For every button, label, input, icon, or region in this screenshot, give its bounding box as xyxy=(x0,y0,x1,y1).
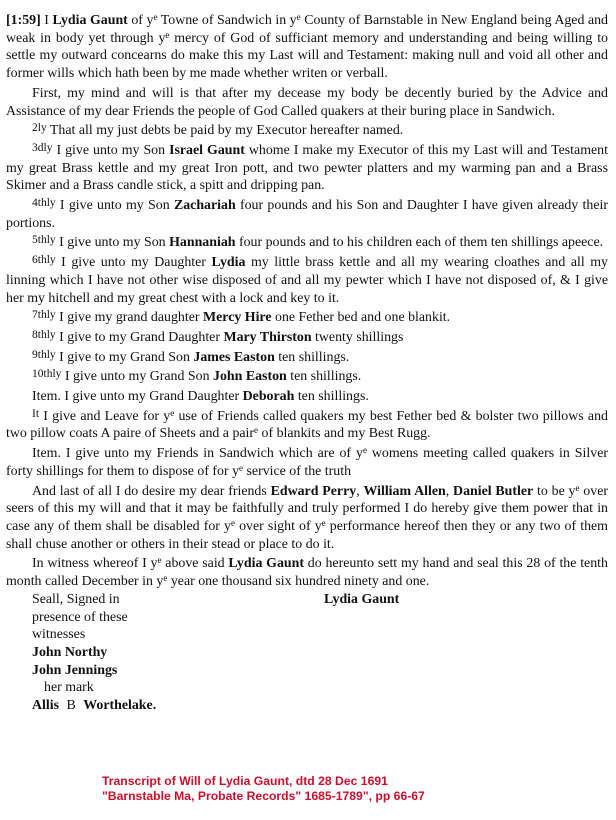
text-segment: 5thly xyxy=(32,234,56,247)
bold-name: Lydia Gaunt xyxy=(228,556,305,572)
text-segment: ten shillings. xyxy=(286,369,362,385)
mark-letter: B xyxy=(66,698,76,714)
text-segment: ten shillings. xyxy=(274,349,350,365)
text-segment: 3dly xyxy=(32,141,53,154)
text-segment: I give unto my Son xyxy=(55,235,170,251)
text-segment: my little brass kettle and all my wearing cloathes and all my linning which I have not other wise disposed of and all my pewter which I have not disposed of, & I give her my hitchell and my great chest with a lock and key to it. xyxy=(6,255,608,306)
bold-name: James Easton xyxy=(193,349,275,365)
will-paragraph-5 xyxy=(6,197,608,232)
text-segment: First, my mind and will is that after my decease my body be decently buried by the Advice and Assistance of my dear Friends the people of God Called quakers at their buring place in Sandwich. xyxy=(6,85,608,119)
text-segment: to be y xyxy=(533,483,576,499)
text-segment: I give to my Grand Daughter xyxy=(55,329,224,345)
text-segment: I give to my Grand Son xyxy=(55,349,194,365)
will-paragraph-13 xyxy=(6,408,608,443)
seal-line-1: Seall, Signed in xyxy=(32,591,120,607)
text-segment: Towne of Sandwich in y xyxy=(157,13,297,28)
witness-name: John Jennings xyxy=(32,662,118,678)
text-segment: above said xyxy=(161,556,229,572)
signature-block xyxy=(6,591,608,715)
mark-label: her mark xyxy=(44,680,94,696)
superscript: e xyxy=(170,407,175,418)
will-paragraph-1 xyxy=(6,12,608,83)
bold-name: Zachariah xyxy=(173,198,236,214)
text-segment: , xyxy=(356,483,364,499)
will-paragraph-8 xyxy=(6,309,608,327)
will-paragraph-7 xyxy=(6,254,608,307)
will-paragraph-16 xyxy=(6,555,608,590)
text-segment: performance hereof then they or any two of them shall chuse another or others in their stead or place to do it. xyxy=(6,518,608,552)
text-segment: over sight of y xyxy=(235,518,322,534)
superscript: e xyxy=(231,517,235,528)
will-paragraph-12 xyxy=(6,388,608,406)
bold-name: Lydia xyxy=(211,255,246,271)
superscript: e xyxy=(254,425,259,436)
mark-witness xyxy=(32,697,272,715)
transcript-caption xyxy=(102,774,512,804)
text-segment: 2ly xyxy=(32,122,47,135)
text-segment: 6thly xyxy=(32,254,56,267)
witness-name: John Northy xyxy=(32,644,108,660)
superscript: e xyxy=(239,462,244,473)
will-paragraph-14 xyxy=(6,445,608,480)
text-segment: mercy of God of sufficiant memory and understanding and being willing to settle my outward concearns do make this my Last will and Testament: making null and void all other and former wills which hath been by me made whether writen or verball. xyxy=(6,30,608,82)
caption-line-1: Transcript of Will of Lydia Gaunt, dtd 28 Dec 1691 xyxy=(102,774,388,788)
text-segment: I xyxy=(40,13,53,28)
text-segment: twenty shillings xyxy=(311,329,404,345)
text-segment: service of the truth xyxy=(243,463,352,479)
text-segment: ten shillings. xyxy=(294,389,369,405)
will-body xyxy=(6,12,608,591)
text-segment: 4thly xyxy=(32,197,56,210)
will-paragraph-15 xyxy=(6,483,608,554)
text-segment: It xyxy=(32,407,40,420)
bold-name: Lydia Gaunt xyxy=(52,13,128,28)
text-segment: I give unto my Grand Son xyxy=(61,369,214,385)
will-paragraph-9 xyxy=(6,329,608,347)
mark-witness-last: Worthelake. xyxy=(83,698,157,714)
superscript: e xyxy=(163,573,168,584)
text-segment: That all my just debts be paid by my Executor hereafter named. xyxy=(46,123,404,139)
superscript: e xyxy=(165,29,170,40)
text-segment: , xyxy=(445,483,454,499)
superscript: e xyxy=(296,12,301,22)
text-segment: 7thly xyxy=(32,309,56,322)
mark-witness-first: Allis xyxy=(32,698,60,714)
superscript: e xyxy=(575,482,580,493)
will-paragraph-3 xyxy=(6,122,608,140)
text-segment: I give my grand daughter xyxy=(55,310,203,326)
text-segment: year one thousand six hundred ninety and one. xyxy=(167,574,430,590)
text-segment: County of Barnstable in New England being Aged and weak in body yet through y xyxy=(6,13,609,46)
witness-section xyxy=(32,591,272,715)
text-segment: do hereunto sett my hand and seal this 28 of the tenth month called December in y xyxy=(6,556,608,590)
bold-name: Mercy Hire xyxy=(203,310,272,326)
bold-name: Edward Perry xyxy=(270,483,357,499)
bold-name: Israel Gaunt xyxy=(169,142,245,158)
bold-name: Deborah xyxy=(242,389,295,405)
superscript: e xyxy=(157,555,162,566)
text-segment: womens meeting called quakers in Silver forty shillings for them to dispose of for y xyxy=(6,446,608,479)
text-segment: one Fether bed and one blankit. xyxy=(271,310,451,326)
caption-line-2: "Barnstable Ma, Probate Records" 1685-1789", pp 66-67 xyxy=(102,789,425,803)
bold-name: Daniel Butler xyxy=(453,483,534,499)
text-segment: 9thly xyxy=(32,348,56,361)
text-segment: In witness whereof I y xyxy=(32,556,158,572)
superscript: e xyxy=(362,445,367,456)
text-segment: I give unto my Son xyxy=(55,198,174,214)
text-segment: of y xyxy=(127,13,154,28)
bold-name: William Allen xyxy=(363,483,446,499)
will-transcript xyxy=(6,12,608,715)
text-segment: Item. I give unto my Grand Daughter xyxy=(32,389,243,405)
testator-signature: Lydia Gaunt xyxy=(324,591,400,607)
bold-name: [1:59] xyxy=(6,13,41,28)
will-paragraph-4 xyxy=(6,142,608,195)
text-segment: 10thly xyxy=(32,368,62,381)
text-segment: of blankits and my Best Rugg. xyxy=(258,426,431,442)
superscript: e xyxy=(153,12,158,22)
text-segment: I give and Leave for y xyxy=(39,408,171,424)
text-segment: Item. I give unto my Friends in Sandwich which are of y xyxy=(32,446,363,462)
seal-line-3: witnesses xyxy=(32,627,86,643)
bold-name: Hannaniah xyxy=(169,235,236,251)
will-paragraph-10 xyxy=(6,349,608,367)
will-paragraph-6 xyxy=(6,234,608,252)
bold-name: John Easton xyxy=(213,369,287,385)
text-segment: I give unto my Daughter xyxy=(55,255,212,271)
superscript: e xyxy=(321,517,326,528)
text-segment: use of Friends called quakers my best Fether bed & bolster two pillows and two pillow coats A paire of Sheets and a pair xyxy=(6,408,608,442)
text-segment: I give unto my Son xyxy=(52,142,170,158)
text-segment: four pounds and to his children each of them ten shillings apeece. xyxy=(235,235,604,251)
text-segment: And last of all I do desire my dear friends xyxy=(32,483,271,499)
text-segment: whome I make my Executor of this my Last will and Testament my great Brass kettle and my great Iron pott, and two pewter platters and my warming pan and a Brass Skimer and a Brass candle stick, a spitt and dripping pan. xyxy=(6,142,608,194)
text-segment: 8thly xyxy=(32,328,56,341)
text-segment: four pounds and his Son and Daughter I have given already their portions. xyxy=(6,198,608,231)
bold-name: Mary Thirston xyxy=(223,329,312,345)
text-segment: over seers of this my will and that it may be faithfully and truly performed I do hereby give them power that in case any of them shall be disabled for y xyxy=(6,483,608,534)
will-paragraph-11 xyxy=(6,368,608,386)
seal-line-2: presence of these xyxy=(32,609,128,625)
will-paragraph-2 xyxy=(6,85,608,120)
